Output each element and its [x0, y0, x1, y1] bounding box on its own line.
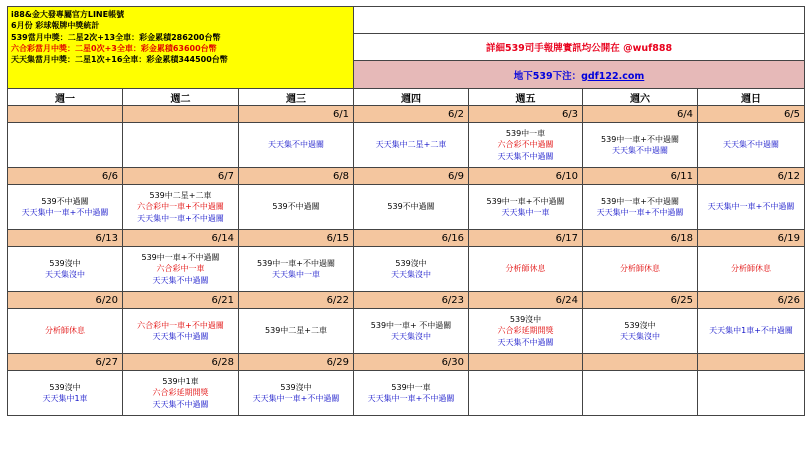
result-line: 539沒中 [509, 314, 542, 324]
result-cell [8, 371, 123, 416]
weekday-header: 週五 [469, 89, 583, 106]
result-cell [354, 247, 469, 292]
date-cell [583, 354, 698, 371]
result-line: 天天集中一車 [501, 208, 550, 217]
result-cell [583, 371, 698, 416]
result-cell [583, 185, 698, 230]
result-cell [354, 123, 469, 168]
result-row [8, 309, 805, 354]
result-line: 天天集中1車 [42, 394, 88, 403]
site-banner [354, 61, 805, 89]
result-line: 六合彩不中過關 [497, 140, 554, 150]
result-cell [239, 185, 354, 230]
result-cell [469, 247, 583, 292]
result-line: 天天集中二星+二車 [375, 140, 447, 150]
result-cell [698, 123, 805, 168]
date-row [8, 230, 805, 247]
result-cell [8, 123, 123, 168]
result-row [8, 371, 805, 416]
result-line: 539中一車 [391, 382, 431, 392]
result-line: 分析師休息 [731, 264, 772, 274]
date-row [8, 168, 805, 185]
result-cell [239, 247, 354, 292]
date-cell: 6/18 [583, 230, 698, 247]
result-line: 分析師休息 [620, 264, 661, 274]
result-line: 539不中過關 [41, 196, 89, 206]
result-line: 六合彩延期開獎 [497, 326, 554, 336]
result-line: 六合彩延期開獎 [152, 388, 209, 398]
date-cell: 6/5 [698, 106, 805, 123]
result-cell [698, 371, 805, 416]
result-line: 天天集中1車+不中過關 [709, 326, 793, 336]
date-cell: 6/8 [239, 168, 354, 185]
result-cell [123, 371, 239, 416]
result-line: 539中二星+二車 [265, 326, 327, 336]
result-line: 天天集不中過關 [152, 399, 209, 409]
stats-six-lottery: 六合彩當月中獎：二星0次+3全車：彩金累積63600台幣 [11, 43, 217, 53]
date-cell: 6/21 [123, 292, 239, 309]
result-line: 539沒中 [624, 320, 656, 330]
result-row [8, 247, 805, 292]
stats-daily: 天天集當月中獎：二星1次+16全車：彩金累積344500台幣 [11, 55, 228, 65]
result-line: 天天集不中過關 [152, 275, 209, 285]
top-blank-cell [354, 7, 805, 34]
date-row [8, 354, 805, 371]
result-cell [123, 185, 239, 230]
weekday-header: 週二 [123, 89, 239, 106]
result-line: 539中一車+不中過關 [257, 258, 335, 268]
date-cell: 6/14 [123, 230, 239, 247]
date-cell: 6/26 [698, 292, 805, 309]
date-cell [698, 354, 805, 371]
date-cell: 6/10 [469, 168, 583, 185]
result-cell [698, 309, 805, 354]
result-line: 539沒中 [395, 258, 427, 268]
result-cell [354, 309, 469, 354]
result-cell [239, 123, 354, 168]
date-cell: 6/4 [583, 106, 698, 123]
result-cell [239, 371, 354, 416]
result-line: 539中二星+二車 [149, 190, 212, 200]
result-cell [354, 185, 469, 230]
result-row [8, 185, 805, 230]
date-cell: 6/17 [469, 230, 583, 247]
result-line: 天天集不中過關 [268, 140, 325, 150]
date-cell: 6/28 [123, 354, 239, 371]
result-line: 539不中過關 [387, 202, 435, 212]
date-cell: 6/22 [239, 292, 354, 309]
result-line: 六合彩中一車+不中過關 [137, 320, 224, 330]
weekday-header: 週日 [698, 89, 805, 106]
result-line: 539中一車+不中過關 [141, 252, 220, 262]
date-cell [8, 106, 123, 123]
date-cell: 6/7 [123, 168, 239, 185]
result-cell [123, 247, 239, 292]
weekday-header: 週一 [8, 89, 123, 106]
result-cell [239, 309, 354, 354]
result-line: 539中一車+不中過關 [601, 196, 680, 206]
result-cell [469, 123, 583, 168]
result-line: 分析師休息 [505, 264, 546, 274]
result-line: 539不中過關 [272, 202, 320, 212]
result-line: 天天集中一車+不中過關 [252, 394, 340, 403]
result-cell [469, 371, 583, 416]
result-line: 539中一車+ 不中過關 [370, 320, 452, 330]
date-cell: 6/23 [354, 292, 469, 309]
result-line: 六合彩中一車 [156, 264, 205, 274]
result-line: 539中一車 [505, 128, 546, 138]
date-cell: 6/12 [698, 168, 805, 185]
date-cell: 6/3 [469, 106, 583, 123]
result-cell [123, 123, 239, 168]
result-cell [469, 309, 583, 354]
result-line: 539中一車+不中過關 [486, 196, 565, 206]
result-line: 天天集沒中 [391, 270, 432, 279]
date-cell: 6/24 [469, 292, 583, 309]
result-cell [8, 247, 123, 292]
result-line: 天天集沒中 [45, 270, 85, 279]
line-account-title: i88&金大發專屬官方LINE帳號 [11, 10, 125, 19]
date-cell: 6/27 [8, 354, 123, 371]
result-line: 天天集不中過關 [152, 332, 209, 341]
result-line: 天天集中一車+不中過關 [367, 394, 455, 403]
result-line: 天天集沒中 [620, 332, 661, 341]
result-cell [354, 371, 469, 416]
result-line: 天天集中一車+不中過關 [137, 213, 224, 223]
date-cell: 6/25 [583, 292, 698, 309]
site-link[interactable]: gdf122.com [581, 70, 645, 82]
result-line: 539中一車+不中過關 [601, 134, 680, 144]
monthly-results-sheet [7, 6, 805, 416]
weekday-header: 週三 [239, 89, 354, 106]
date-cell: 6/20 [8, 292, 123, 309]
result-line: 天天集沒中 [391, 332, 432, 341]
result-cell [8, 185, 123, 230]
stats-539: 539當月中獎：二星2次+13全車：彩金累積286200台幣 [11, 32, 221, 42]
date-cell: 6/6 [8, 168, 123, 185]
result-cell [698, 185, 805, 230]
result-line: 天天集不中過關 [723, 140, 780, 150]
result-line: 539沒中 [49, 258, 81, 268]
date-cell [123, 106, 239, 123]
date-cell: 6/1 [239, 106, 354, 123]
result-line: 分析師休息 [45, 326, 85, 336]
result-cell [123, 309, 239, 354]
date-cell: 6/19 [698, 230, 805, 247]
result-line: 天天集中一車+不中過關 [707, 202, 795, 212]
summary-box [8, 7, 354, 89]
date-cell: 6/30 [354, 354, 469, 371]
result-line: 天天集不中過關 [497, 337, 554, 347]
result-line: 天天集不中過關 [612, 146, 669, 155]
result-line: 天天集中一車+不中過關 [21, 208, 109, 217]
result-row [8, 123, 805, 168]
result-line: 539中1車 [162, 376, 199, 386]
detail-notice: 詳細539司手報牌實訊均公開在 @wuf888 [354, 34, 805, 61]
result-cell [583, 123, 698, 168]
date-cell: 6/11 [583, 168, 698, 185]
result-cell [583, 309, 698, 354]
date-cell: 6/9 [354, 168, 469, 185]
weekday-header: 週四 [354, 89, 469, 106]
weekday-header: 週六 [583, 89, 698, 106]
date-cell: 6/29 [239, 354, 354, 371]
date-cell: 6/13 [8, 230, 123, 247]
month-stats-title: 6月份 彩球報牌中獎統計 [11, 21, 100, 31]
site-prefix: 地下539下注： [513, 70, 582, 82]
result-line: 六合彩中一車+不中過關 [137, 202, 224, 212]
result-line: 539沒中 [49, 382, 81, 392]
date-row [8, 292, 805, 309]
result-cell [583, 247, 698, 292]
weekday-header-row [8, 89, 805, 106]
date-cell: 6/15 [239, 230, 354, 247]
result-cell [698, 247, 805, 292]
result-line: 天天集不中過關 [497, 151, 554, 161]
result-line: 539沒中 [280, 382, 312, 392]
result-line: 天天集中一車+不中過關 [596, 208, 684, 217]
result-line: 天天集中一車 [272, 270, 321, 279]
date-cell: 6/2 [354, 106, 469, 123]
date-row [8, 106, 805, 123]
result-cell [8, 309, 123, 354]
result-cell [469, 185, 583, 230]
date-cell: 6/16 [354, 230, 469, 247]
date-cell [469, 354, 583, 371]
